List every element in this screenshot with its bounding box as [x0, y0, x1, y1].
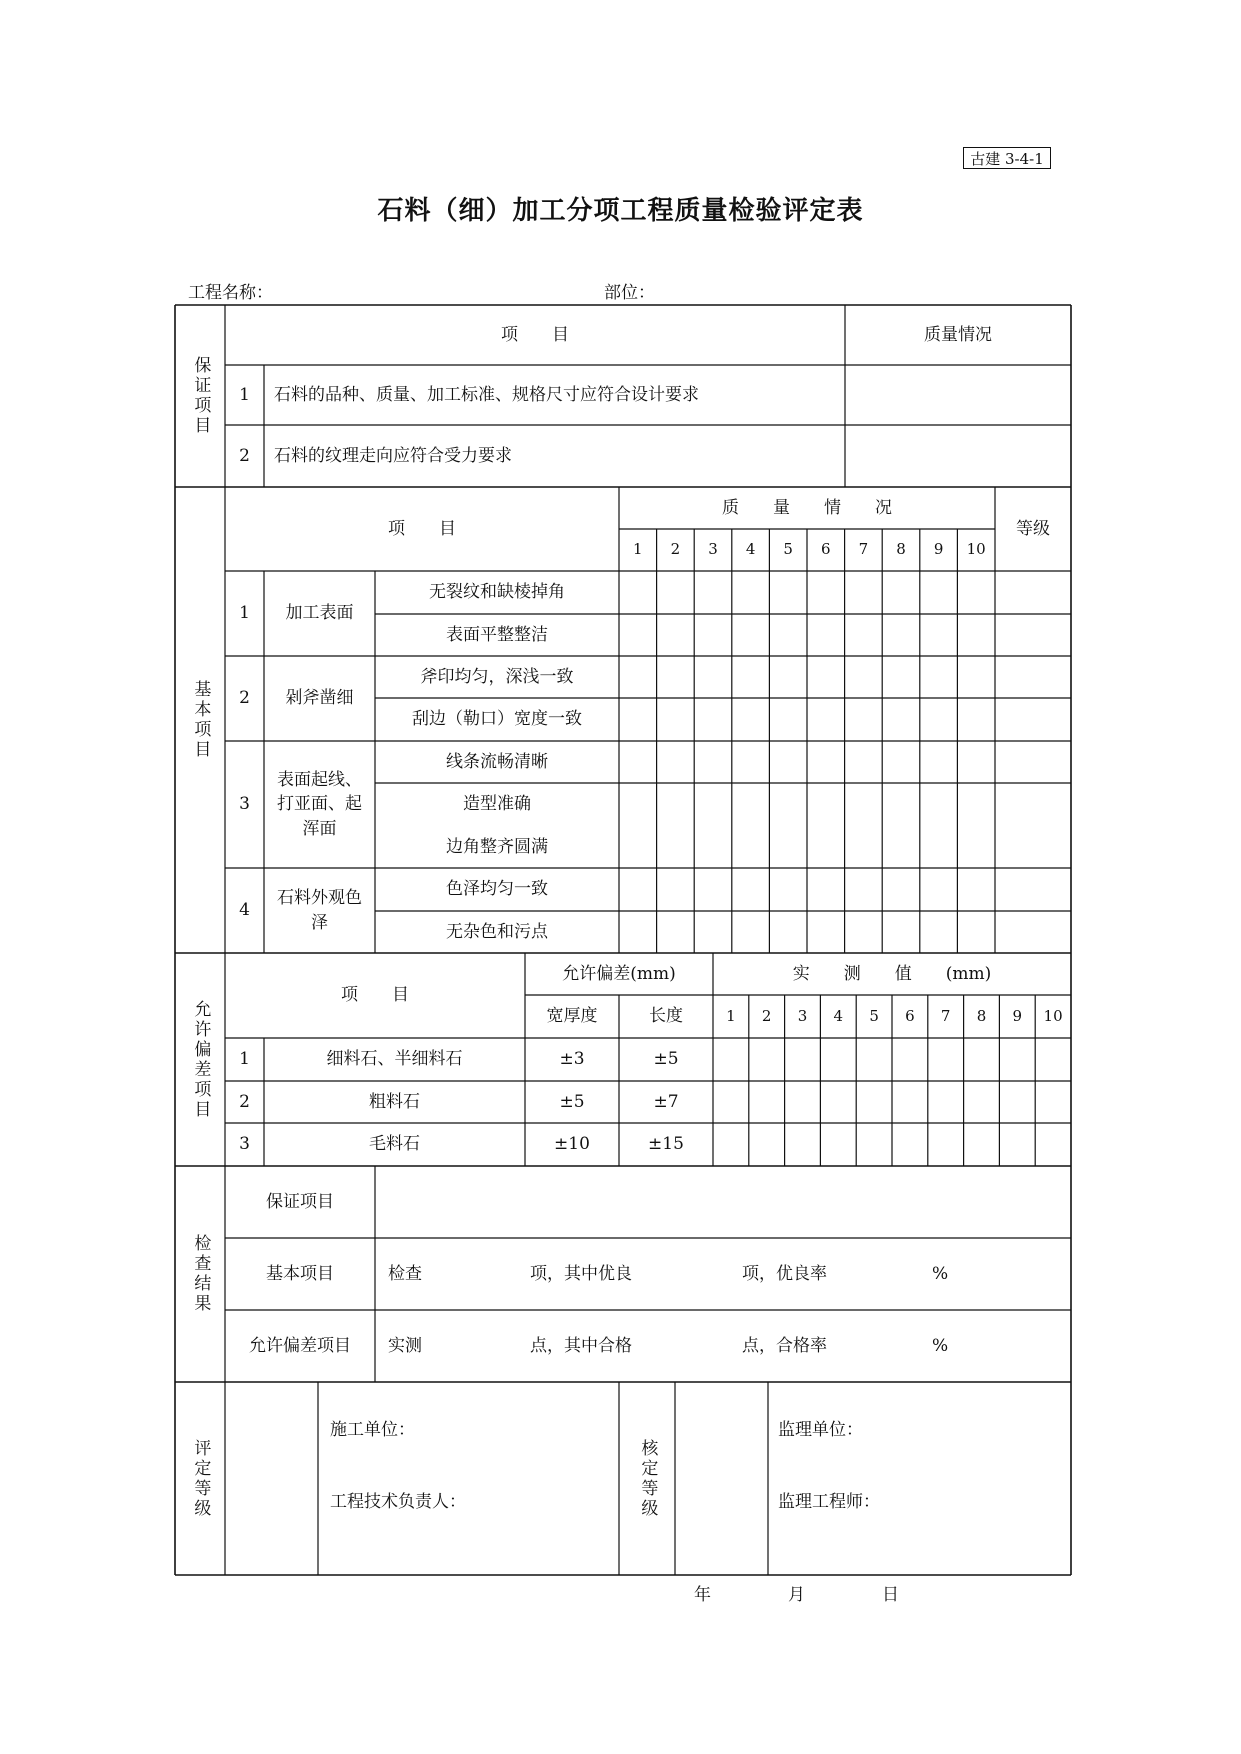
check-basic-text: 项，其中优良 — [530, 1263, 632, 1284]
basic-group-no: 3 — [239, 794, 250, 815]
tolerance-col-number: 8 — [976, 1006, 987, 1025]
tolerance-row-length: ±15 — [648, 1134, 684, 1155]
basic-col-number: 9 — [933, 540, 944, 559]
basic-col-number: 5 — [783, 540, 793, 559]
basic-section-label — [175, 487, 225, 953]
month-label: 月 — [788, 1585, 805, 1605]
verify-grade-label — [619, 1382, 675, 1575]
basic-col-number: 10 — [966, 540, 986, 559]
guarantee-row-text: 石料的纹理走向应符合受力要求 — [274, 445, 512, 466]
check-guarantee-label: 保证项目 — [266, 1191, 334, 1212]
check-tolerance-label: 允许偏差项目 — [249, 1335, 351, 1356]
basic-group-name: 加工表面 — [285, 603, 354, 624]
tolerance-col-allow: 允许偏差(mm) — [562, 963, 676, 984]
check-tolerance-text: 点，其中合格 — [530, 1335, 632, 1356]
tolerance-row-name: 细料石、半细料石 — [326, 1049, 463, 1070]
basic-group-name: 剁斧凿细 — [285, 688, 354, 709]
page-title: 石料（细）加工分项工程质量检验评定表 — [377, 196, 864, 226]
tolerance-col-number: 10 — [1043, 1006, 1063, 1025]
tolerance-col-number: 7 — [940, 1006, 951, 1025]
supervision-unit-label: 监理单位： — [778, 1419, 863, 1440]
form-code: 古建 3-4-1 — [963, 147, 1051, 169]
basic-sub-item: 表面平整整洁 — [446, 624, 548, 645]
location-label: 部位： — [604, 283, 655, 303]
guarantee-row-no: 1 — [239, 384, 250, 405]
basic-sub-item: 线条流畅清晰 — [446, 751, 548, 772]
basic-col-number: 6 — [821, 540, 831, 559]
tolerance-row-width: ±3 — [559, 1049, 585, 1070]
year-label: 年 — [694, 1585, 711, 1605]
tolerance-row-length: ±5 — [653, 1049, 679, 1070]
basic-col-number: 2 — [670, 540, 681, 559]
basic-col-number: 4 — [745, 540, 756, 559]
basic-sub-item: 造型准确 — [463, 794, 531, 815]
basic-col-grade: 等级 — [1016, 518, 1050, 539]
check-basic-text: 项，优良率 — [742, 1263, 827, 1284]
tolerance-row-no: 2 — [239, 1091, 250, 1112]
basic-sub-item: 边角整齐圆满 — [446, 836, 548, 857]
tolerance-col-number: 2 — [761, 1006, 772, 1025]
basic-col-number: 3 — [708, 540, 718, 559]
check-basic-label: 基本项目 — [266, 1263, 334, 1284]
verify-grade-label-text: 核定等级 — [637, 1438, 658, 1519]
tolerance-section-label-text: 允许偏差项目 — [190, 999, 211, 1120]
basic-group-no: 1 — [239, 603, 250, 624]
guarantee-row-text: 石料的品种、质量、加工标准、规格尺寸应符合设计要求 — [274, 384, 699, 405]
tolerance-col-number: 4 — [833, 1006, 844, 1025]
basic-group-no: 4 — [239, 900, 250, 921]
basic-sub-item: 色泽均匀一致 — [446, 879, 548, 900]
basic-sub-item: 无裂纹和缺棱掉角 — [429, 582, 565, 603]
tolerance-section-label — [175, 953, 225, 1166]
tolerance-col-number: 9 — [1012, 1006, 1023, 1025]
tolerance-col-measured: 实 测 值 (mm) — [792, 963, 992, 984]
check-basic-text: % — [932, 1263, 949, 1284]
basic-sub-item: 刮边（勒口）宽度一致 — [412, 709, 582, 730]
check-tolerance-text: 点，合格率 — [742, 1335, 827, 1356]
guarantee-col-item: 项 目 — [501, 324, 569, 345]
basic-col-number: 8 — [896, 540, 906, 559]
rating-section-label-text: 评定等级 — [190, 1438, 211, 1519]
check-basic-text: 检查 — [388, 1263, 422, 1284]
day-label: 日 — [882, 1585, 899, 1605]
check-section-label — [175, 1166, 225, 1382]
tech-lead-label: 工程技术负责人： — [330, 1491, 466, 1512]
supervision-engineer-label: 监理工程师： — [778, 1491, 880, 1512]
tolerance-row-width: ±10 — [554, 1134, 590, 1155]
tolerance-col-length: 长度 — [649, 1006, 683, 1027]
tolerance-row-name: 毛料石 — [369, 1134, 420, 1155]
construction-unit-label: 施工单位： — [330, 1419, 415, 1440]
basic-group-name: 石料外观色泽 — [277, 887, 362, 933]
tolerance-row-no: 1 — [239, 1049, 250, 1070]
check-tolerance-text: 实测 — [388, 1335, 422, 1356]
project-name-label: 工程名称： — [188, 283, 273, 303]
tolerance-col-item: 项 目 — [341, 985, 409, 1006]
basic-group-name: 表面起线、打亚面、起浑面 — [277, 769, 362, 839]
basic-sub-item: 斧印均匀，深浅一致 — [420, 666, 574, 687]
check-section-label-text: 检查结果 — [190, 1234, 211, 1314]
basic-col-quality: 质 量 情 况 — [722, 497, 892, 518]
guarantee-row-no: 2 — [239, 445, 250, 466]
tolerance-row-name: 粗料石 — [369, 1091, 420, 1112]
basic-sub-item: 无杂色和污点 — [446, 921, 548, 942]
tolerance-col-number: 5 — [869, 1006, 879, 1025]
guarantee-section-label — [175, 305, 225, 487]
tolerance-col-number: 1 — [726, 1006, 736, 1025]
tolerance-col-number: 3 — [797, 1006, 808, 1025]
tolerance-row-length: ±7 — [653, 1091, 679, 1112]
tolerance-col-width: 宽厚度 — [546, 1006, 598, 1027]
tolerance-col-number: 6 — [905, 1006, 915, 1025]
guarantee-col-quality: 质量情况 — [924, 324, 992, 345]
tolerance-row-width: ±5 — [559, 1091, 585, 1112]
basic-col-number: 7 — [858, 540, 869, 559]
basic-col-number: 1 — [633, 540, 643, 559]
basic-section-label-text: 基本项目 — [190, 680, 211, 760]
tolerance-row-no: 3 — [239, 1134, 250, 1155]
basic-group-no: 2 — [239, 688, 250, 709]
basic-col-item: 项 目 — [388, 518, 456, 539]
rating-section-label — [175, 1382, 225, 1575]
guarantee-section-label-text: 保证项目 — [190, 356, 211, 436]
check-tolerance-text: % — [932, 1335, 949, 1356]
